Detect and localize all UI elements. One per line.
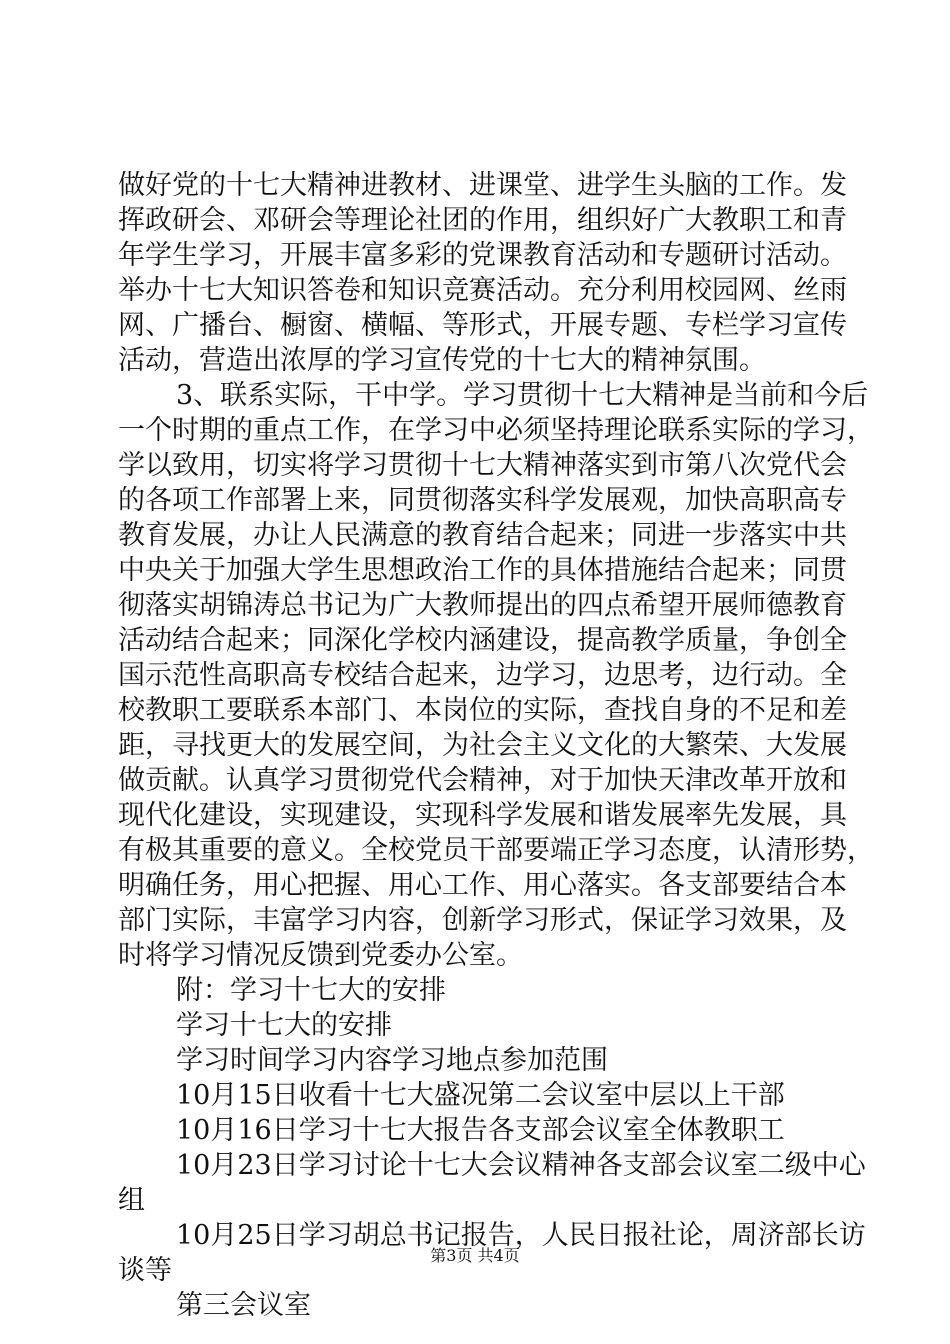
paragraph2-line: 3、联系实际，干中学。学习贯彻十七大精神是当前和今后: [176, 380, 869, 411]
appendix-title: 学习十七大的安排: [176, 1010, 392, 1041]
paragraph1-line: 挥政研会、邓研会等理论社团的作用，组织好广大教职工和青: [118, 205, 847, 236]
schedule-row-continuation: 组: [118, 1185, 145, 1216]
paragraph1-line: 举办十七大知识答卷和知识竞赛活动。充分利用校园网、丝雨: [118, 275, 847, 306]
paragraph2-line: 时将学习情况反馈到党委办公室。: [118, 940, 523, 971]
paragraph2-line: 活动结合起来；同深化学校内涵建设，提高教学质量，争创全: [118, 625, 847, 656]
schedule-row-continuation: 谈等: [118, 1255, 172, 1286]
paragraph2-line: 中央关于加强大学生思想政治工作的具体措施结合起来；同贯: [118, 555, 847, 586]
paragraph2-line: 的各项工作部署上来，同贯彻落实科学发展观，加快高职高专: [118, 485, 847, 516]
body-text: [118, 168, 874, 1323]
schedule-row: 10月16日学习十七大报告各支部会议室全体教职工: [176, 1115, 785, 1146]
paragraph2-line: 现代化建设，实现建设，实现科学发展和谐发展率先发展，具: [118, 800, 847, 831]
schedule-header: 学习时间学习内容学习地点参加范围: [176, 1045, 608, 1076]
paragraph2-line: 学以致用，切实将学习贯彻十七大精神落实到市第八次党代会: [118, 450, 847, 481]
schedule-row: 10月25日学习胡总书记报告，人民日报社论，周济部长访: [176, 1220, 866, 1251]
paragraph1-line: 网、广播台、橱窗、横幅、等形式，开展专题、专栏学习宣传: [118, 310, 847, 341]
paragraph2-line: 部门实际，丰富学习内容，创新学习形式，保证学习效果，及: [118, 905, 847, 936]
page-indicator: 第3页 共4页: [430, 1246, 520, 1265]
paragraph2-line: 校教职工要联系本部门、本岗位的实际，查找自身的不足和差: [118, 695, 847, 726]
schedule-row: 10月23日学习讨论十七大会议精神各支部会议室二级中心: [176, 1150, 866, 1181]
paragraph2-line: 彻落实胡锦涛总书记为广大教师提出的四点希望开展师德教育: [118, 590, 847, 621]
paragraph2-line: 有极其重要的意义。全校党员干部要端正学习态度，认清形势，: [118, 835, 874, 866]
paragraph1-line: 活动，营造出浓厚的学习宣传党的十七大的精神氛围。: [118, 345, 766, 376]
paragraph2-line: 一个时期的重点工作，在学习中必须坚持理论联系实际的学习，: [118, 415, 874, 446]
paragraph2-line: 教育发展，办让人民满意的教育结合起来；同进一步落实中共: [118, 520, 847, 551]
paragraph1-line: 做好党的十七大精神进教材、进课堂、进学生头脑的工作。发: [118, 170, 847, 201]
schedule-row-continuation: 第三会议室: [176, 1290, 311, 1321]
paragraph1-line: 年学生学习，开展丰富多彩的党课教育活动和专题研讨活动。: [118, 240, 847, 271]
paragraph2-line: 距，寻找更大的发展空间，为社会主义文化的大繁荣、大发展: [118, 730, 847, 761]
appendix-label: 附：学习十七大的安排: [176, 975, 446, 1006]
paragraph2-line: 国示范性高职高专校结合起来，边学习，边思考，边行动。全: [118, 660, 847, 691]
page-footer: [0, 1243, 950, 1266]
paragraph2-line: 明确任务，用心把握、用心工作、用心落实。各支部要结合本: [118, 870, 847, 901]
schedule-row: 10月15日收看十七大盛况第二会议室中层以上干部: [176, 1080, 785, 1111]
paragraph2-line: 做贡献。认真学习贯彻党代会精神，对于加快天津改革开放和: [118, 765, 847, 796]
